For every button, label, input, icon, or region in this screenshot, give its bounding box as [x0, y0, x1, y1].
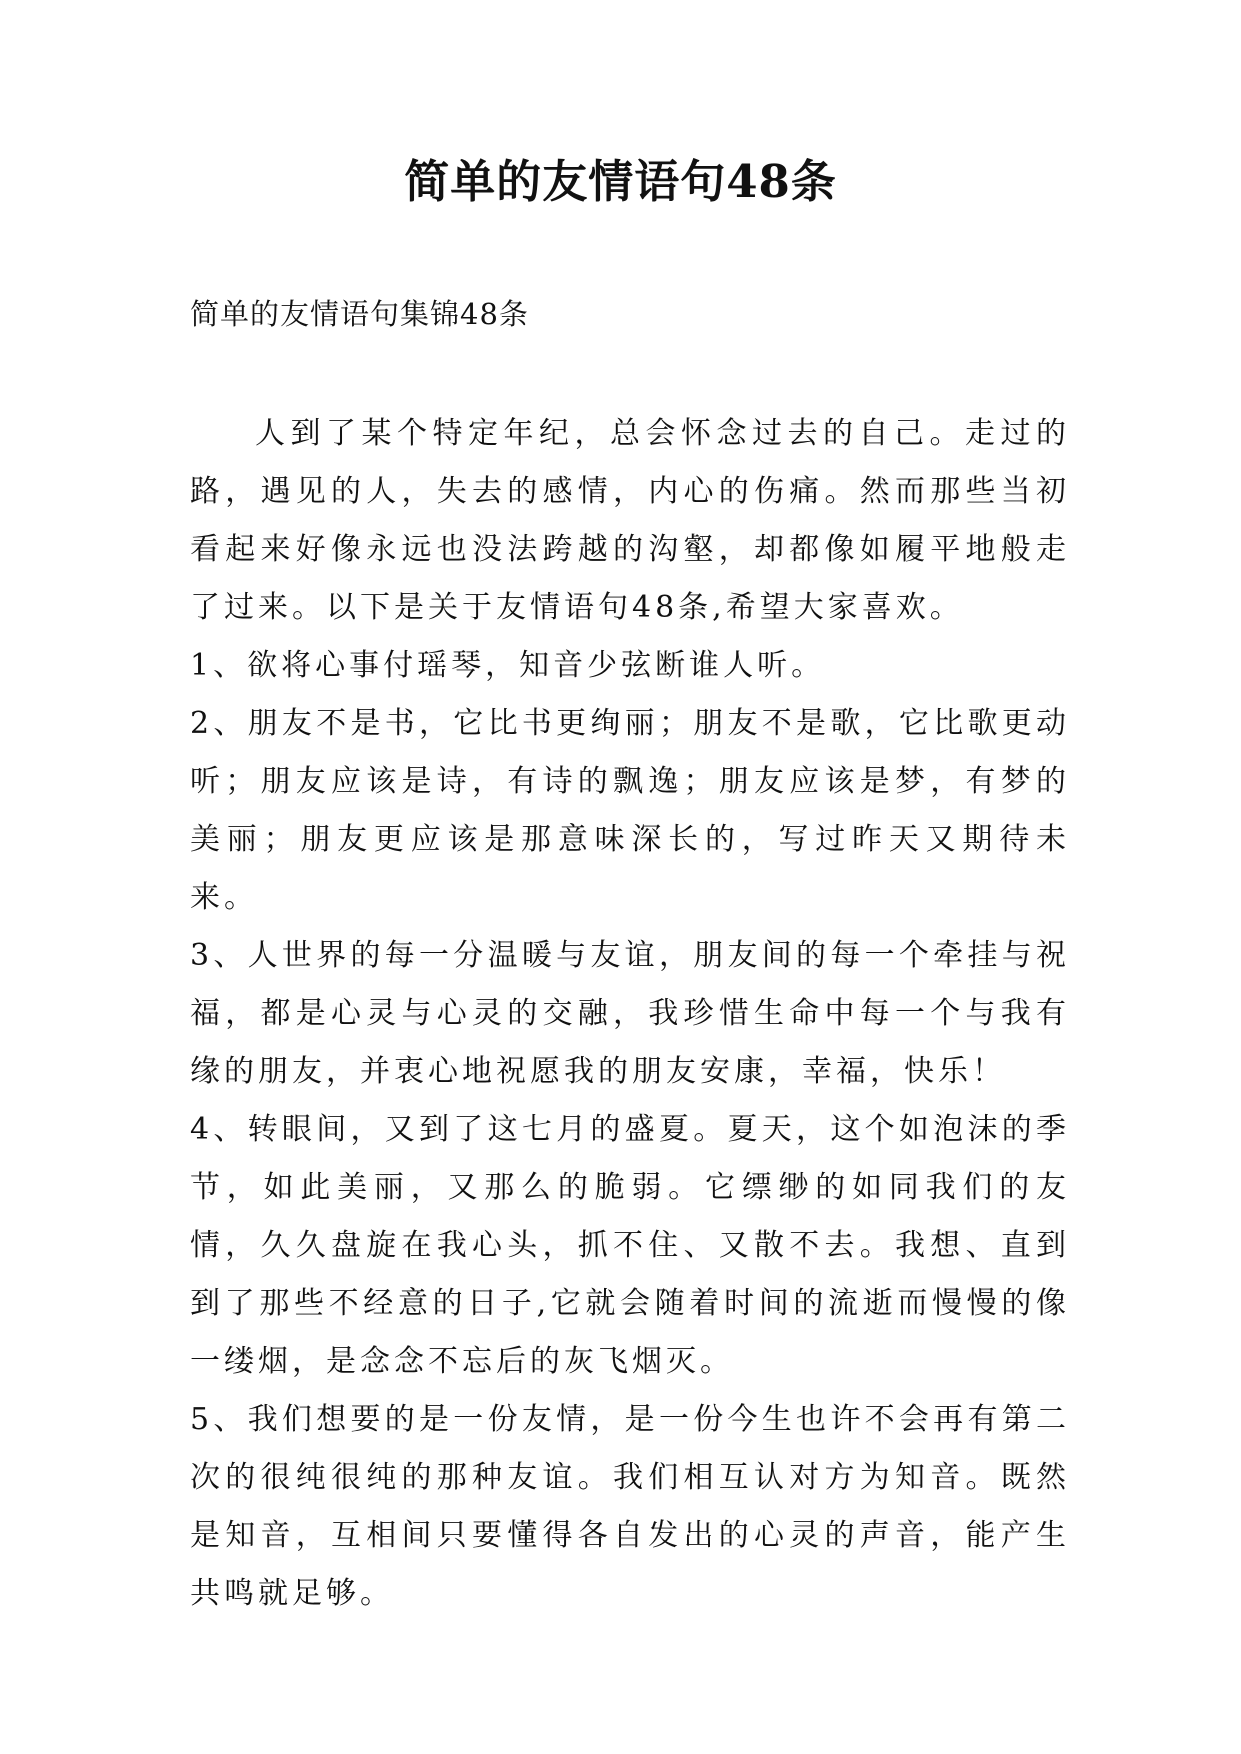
document-body: [190, 405, 1070, 1623]
list-item: 4、转眼间，又到了这七月的盛夏。夏天，这个如泡沫的季节，如此美丽，又那么的脆弱。它缥缈的如同我们的友情，久久盘旋在我心头，抓不住、又散不去。我想、直到到了那些不经意的日子,它就会随着时间的流逝而慢慢的像一缕烟，是念念不忘后的灰飞烟灭。: [190, 1112, 1070, 1379]
list-item: 1、欲将心事付瑶琴，知音少弦断谁人听。: [190, 648, 826, 683]
list-item: 3、人世界的每一分温暖与友谊，朋友间的每一个牵挂与祝福，都是心灵与心灵的交融，我珍惜生命中每一个与我有缘的朋友，并衷心地祝愿我的朋友安康，幸福，快乐！: [190, 938, 1070, 1089]
document-subtitle: 简单的友情语句集锦48条: [190, 297, 529, 331]
list-item: 2、朋友不是书，它比书更绚丽；朋友不是歌，它比歌更动听；朋友应该是诗，有诗的飘逸；朋友应该是梦，有梦的美丽；朋友更应该是那意味深长的，写过昨天又期待未来。: [190, 706, 1070, 915]
intro-paragraph: 人到了某个特定年纪，总会怀念过去的自己。走过的路，遇见的人，失去的感情，内心的伤痛。然而那些当初看起来好像永远也没法跨越的沟壑，却都像如履平地般走了过来。以下是关于友情语句48条,希望大家喜欢。: [190, 416, 1070, 625]
document-title: 简单的友情语句48条: [404, 155, 837, 208]
list-item: 5、我们想要的是一份友情，是一份今生也许不会再有第二次的很纯很纯的那种友谊。我们相互认对方为知音。既然是知音，互相间只要懂得各自发出的心灵的声音，能产生共鸣就足够。: [190, 1402, 1070, 1611]
